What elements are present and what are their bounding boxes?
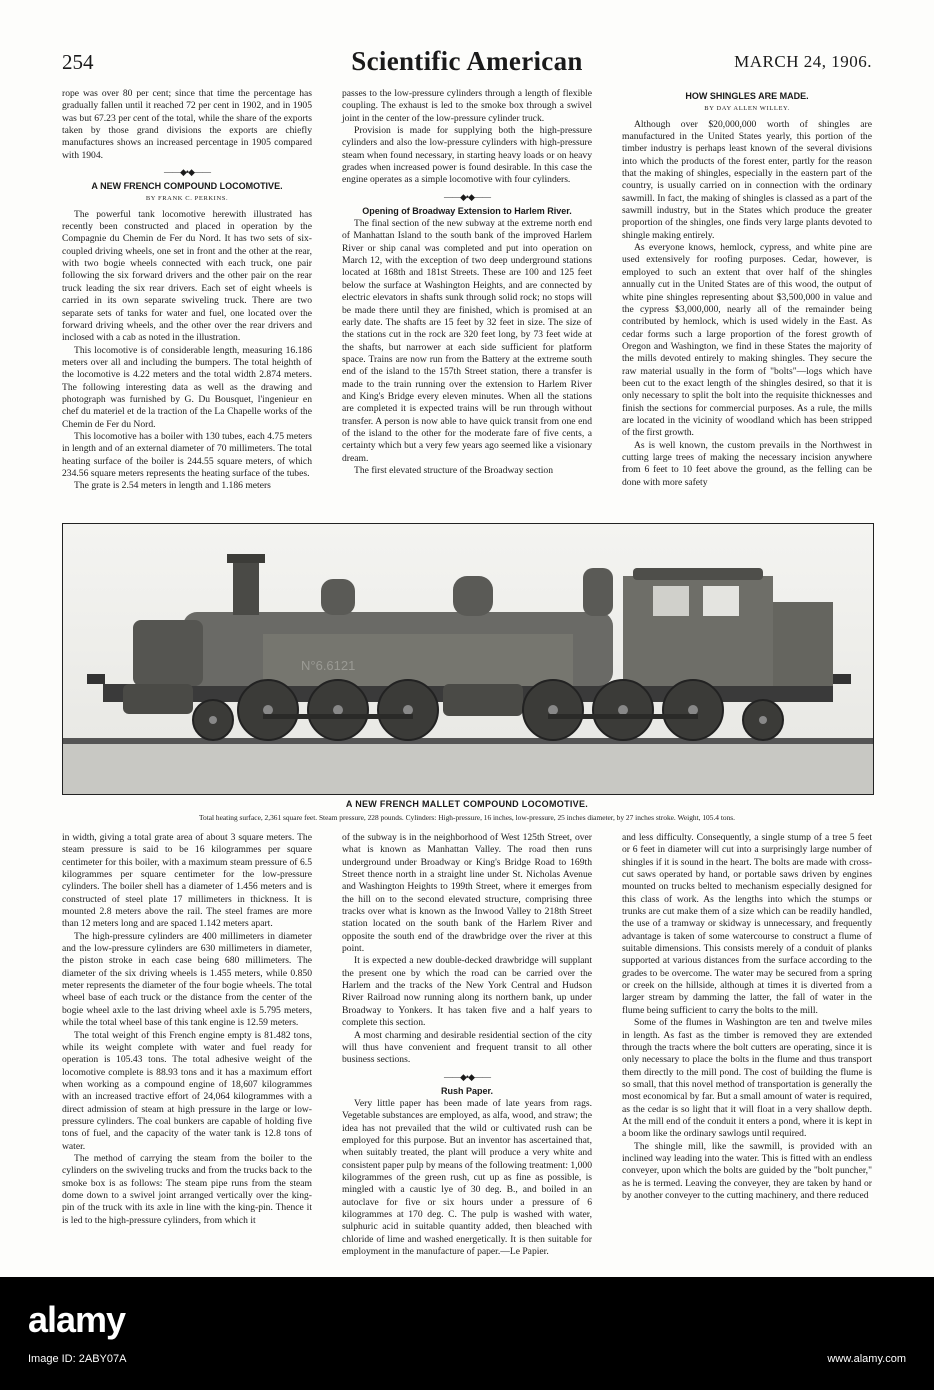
paragraph: The high-pressure cylinders are 400 millimeters in diameter and the low-pressure cylinders are 630 millimeters in diameter, the piston stroke in each case being 680 millimeters. The diameter of the six driving wheels is 1.455 meters, while 0.850 meter represents the diameter of the four bogie wheels. The total wheel base of each truck or the distance from the center of the bogie wheel axle to the last driving wheel axle is 5.795 meters, while the total wheel base of this tank engine is 12.59 meters. (62, 930, 312, 1029)
paragraph: As is well known, the custom prevails in the Northwest in cutting large trees of making the necessary incision anywhere from 6 feet to 10 feet above the ground, as the felling can be done with more safety (622, 439, 872, 488)
paragraph: rope was over 80 per cent; since that time the percentage has gradually fallen until it reached 72 per cent in 1902, and in 1905 was but 67.23 per cent of the total, while the share of the exports taken by those grand divisions the exports are chiefly manufactures shows an increased percentage in 1905 compared with 1904. (62, 88, 312, 161)
locomotive-illustration (63, 524, 873, 794)
paragraph: A most charming and desirable residential section of the city will thus have convenient and frequent transit to all other business sections. (342, 1029, 592, 1066)
column-3-bottom (622, 832, 872, 1202)
paragraph: The total weight of this French engine empty is 81.482 tons, while its weight complete with water and fuel ready for operation is 105.43 tons. The total adhesive weight of the locomotive complete is 88.93 tons and it has a maximum effort when working as a compound engine of 18,607 kilogrammes with an increased tractive effort of 24,064 kilogrammes with a direct admission of steam at high pressure in the large or low-pressure cylinders. The coal bunkers are capable of holding five tons of fuel, and the capacity of the water tank is 12.8 tons of water. (62, 1029, 312, 1152)
locomotive-photograph (62, 523, 874, 795)
ornament-divider: ——◆•◆—— (444, 191, 490, 202)
article-heading: A NEW FRENCH COMPOUND LOCOMOTIVE. (91, 181, 283, 192)
paragraph: The shingle mill, like the sawmill, is provided with an inclined way leading into the water. This is fitted with an endless conveyer, upon which the bolts are guided by the "bolt puncher," as he is termed. Leaving the conveyer, they are taken by hand or by another conveyer to the cutting machinery, and there reduced (622, 1140, 872, 1201)
paragraph: The first elevated structure of the Broadway section (354, 464, 553, 476)
column-1-bottom (62, 832, 312, 1227)
paragraph: The powerful tank locomotive herewith illustrated has recently been constructed and placed in operation by the Compagnie du Chemin de Fer du Nord. It has two sets of six-coupled driving wheels, one set in front and the other at the rear, with two bogie wheels connected with each truck, one pair following the six forward drivers and the other pair on the rear truck leading the six rear drivers. Each set of eight wheels is carried in its own separate swiveling truck. There are two separate sets of tanks for water and fuel, one located over the forward driving wheels, and the other over the rear drivers and inclosed with a cab as noted in the illustration. (62, 208, 312, 344)
paragraph: The method of carrying the steam from the boiler to the cylinders on the swiveling trucks and from the trucks back to the smoke box is as follows: The steam pipe runs from the steam dome down to a swivel joint arranged vertically over the king-pin of the truck with its axle in line with the king-pin. Thence it is led to the high-pressure cylinders, from which it (62, 1152, 312, 1226)
column-1-top (62, 88, 312, 493)
ornament-divider: ——◆•◆—— (444, 1071, 490, 1082)
column-2-top (342, 88, 592, 477)
paragraph: This locomotive has a boiler with 130 tubes, each 4.75 meters in length and of an external diameter of 70 millimeters. The total heating surface of the boiler is 244.55 square meters, of which 234.56 square meters represents the heating surface of the tubes. (62, 430, 312, 479)
image-id-label: Image ID: 2ABY07A (28, 1353, 127, 1365)
paragraph: and less difficulty. Consequently, a single stump of a tree 5 feet or 6 feet in diameter will cut into a surprisingly large number of shingles if it is sound in the heart. The bolts are made with cross-cut saws operated by hand, or portable saws driven by engines mounted on trucks belted to mechanism especially designed for this class of work. As the lengths into which the stumps or trunks are cut make them of a size which can be readily handled, the use of a tramway or skidway is unnecessary, and frequently advantage is taken of some watercourse to construct a flume of suitable dimensions. This consists merely of a conduit of planks supported at various distances from the surface according to the grades to be overcome. The water may be secured from a spring or creek on the hillside, although at times it is diverted from a larger stream by damming the latter, the fall of water in the flume being sufficient to carry the bolts to the mill. (622, 832, 872, 1016)
paragraph: It is expected a new double-decked drawbridge will supplant the present one by which the road can be carried over the Harlem and the tracks of the New York Central and Hudson River Railroad now running along its northern bank, up under Broadway to Yonkers. It has taken five and a half years to complete this section. (342, 955, 592, 1029)
column-3-top (622, 88, 872, 489)
paragraph: As everyone knows, hemlock, cypress, and white pine are used extensively for roofing purposes. Cedar, however, is employed to such an extent that over half of the shingles annually cut in the United States are of this wood, the output of white pine shingles representing about $3,500,000 in value and the cypress $3,000,000, nearly all of the remainder being contributed by hemlock, which is used widely in the East. As cedar forms such a large proportion of the forest growth of Oregon and Washington, we find in these States the majority of the mills devoted entirely to making shingles. They secure the raw material usually in the form of "bolts"—logs which have been cut to the exact length of the shingles desired, so that it is only necessary to split the bolt into the requisite thicknesses and finish the sections for commercial purposes. As a rule, the mills are located in the vicinity of woodland which has been stripped of the first growth. (622, 242, 872, 439)
paragraph: The final section of the new subway at the extreme north end of Manhattan Island to the south bank of the improved Harlem River or ship canal was completed and put into operation on March 12, with the exception of two deep underground stations located at 168th and 181st Streets. These are 100 and 125 feet below the surface at Washington Heights, and are connected by electric elevators in shafts sunk through solid rock; no stops will be made there until they are finished, which is promised at an early date. The shafts are 15 feet by 32 feet in size. The size of the stations cut in the rock are 320 feet long, by 73 feet wide at the shafts, but narrower at each side sufficient for platform space. Trains are now run from the Battery at the extreme south end of the island to the 157th Street station, there a transfer is made to the train running over the extension to Harlem River and King's Bridge every eleven minutes. When all the stations are completed it is expected trains will be run through without transfer. A person is now able to have quick transit from one end of the island to the other for the moderate fare of five cents, a certainty which but a very few years ago seemed like a visionary dream. (342, 218, 592, 464)
site-url-label: www.alamy.com (827, 1353, 906, 1365)
figure-title: A NEW FRENCH MALLET COMPOUND LOCOMOTIVE. (345, 799, 589, 809)
paragraph: Although over $20,000,000 worth of shingles are manufactured in the United States yearly, this portion of the timber industry is perhaps least known of the several divisions into which the products of the forest enter, partly for the reason that the making of shingles, especially in the eastern part of the country, is usually carried on in connection with the ordinary sawmill. In fact, the making of shingles is classed as a part of the sawmill industry, but in the States which produce the greater proportion of the shingles, one finds very large plants devoted to shingle making entirely. (622, 118, 872, 241)
issue-date: MARCH 24, 1906. (734, 52, 872, 71)
paragraph: in width, giving a total grate area of about 3 square meters. The steam pressure is said to be 16 kilogrammes per square centimeter for this boiler, with a maximum steam pressure of 6.5 kilogrammes per square centimeter for the low-pressure cylinders. The boiler shell has a diameter of 1.456 meters and is constructed of steel plate 17 millimeters in thickness. It is mounted 2.8 meters above the rail. The steel frames are more than 12 meters long and are spaced 1.142 meters apart. (62, 832, 312, 930)
paragraph: Provision is made for supplying both the high-pressure cylinders and also the low-pressure cylinders with high-pressure steam when found necessary, in starting heavy loads or on heavy grades when increased power is found desirable. In this case the engine operates as a simple locomotive with four cylinders. (342, 125, 592, 186)
column-2-bottom (342, 832, 592, 1258)
alamy-logo: alamy (28, 1299, 126, 1340)
article-byline: BY FRANK C. PERKINS. (145, 195, 229, 203)
watermark-banner (0, 1277, 934, 1390)
masthead: Scientific American (351, 46, 583, 76)
paragraph: This locomotive is of considerable length, measuring 16.186 meters over all and including the bumpers. The total heighth of the locomotive is 4.22 meters and the total width 2.874 meters. The following interesting data as well as the drawing and photograph was furnished by G. Du Bousquet, l'ingenieur en chef du materiel et de la traction of the La Chapelle works of the Chemin de Fer du Nord. (62, 344, 312, 430)
paragraph: Some of the flumes in Washington are ten and twelve miles in length. As fast as the timber is removed they are extended through the tracts where the bolt cutters are operating, since it is only necessary to place the bolts in the flume and thus transport them directly to the mill pond. The cost of building the flume is so small, that this novel method of transportation is generally the most economical by far. But a small amount of water is required, as the cedar is so light that it will float in a very shallow depth. At the mill end of the conduit it enters a pond, where it is kept in a boom like the ordinary sawlogs until required. (622, 1017, 872, 1140)
page-header (62, 48, 872, 78)
page-number: 254 (62, 50, 94, 74)
number-plate-text: N°6.6121 (301, 658, 356, 673)
article-heading: Rush Paper. (440, 1085, 494, 1096)
paragraph: The grate is 2.54 meters in length and 1.186 meters (74, 480, 271, 492)
article-byline: BY DAY ALLEN WILLEY. (704, 105, 790, 113)
paragraph: Very little paper has been made of late years from rags. Vegetable substances are employed, as alfa, wood, and straw; the idea has not prevailed that the wild or cultivated rush can be employed for this purpose. But an inventor has ascertained that, when suitably treated, the plant will produce a very white and consistent paper pulp by means of the following treatment: 1,000 kilogrammes of the green rush, cut up as fine as possible, is mingled with a caustic lye of 30 deg. B., and boiled in an autoclave for five or six hours under a pressure of 6 kilogrammes at 170 deg. C. The pulp is washed with water, sulphuric acid in suitable quantity added, then bleached with chloride of lime and washed energetically. It is then suitable for employment in the manufacture of paper.—Le Papier. (342, 1097, 592, 1257)
article-heading: HOW SHINGLES ARE MADE. (685, 91, 809, 101)
figure-caption: Total heating surface, 2,361 square feet. Steam pressure, 228 pounds. Cylinders: High-pressure, 16 inches, low-pressure, 25 inches diameter, by 27 inches stroke. Weight, 105.4 tons. (199, 813, 735, 822)
ornament-divider: ——◆•◆—— (164, 167, 210, 178)
paragraph: of the subway is in the neighborhood of West 125th Street, over what is known as Manhattan Valley. The road then runs underground under Broadway or King's Bridge Road to 169th Street thence north in a straight line under St. Nicholas Avenue and Washington Heights to 199th Street, where it emerges from the hill on to the second elevated structure, comprising three tracks over what is known as the Inwood Valley to 218th Street station located on the south bank of the Harlem River and opposite the south end of the drawbridge over the river at this point. (342, 832, 592, 955)
paragraph: passes to the low-pressure cylinders through a length of flexible coupling. The exhaust is led to the smoke box through a swivel joint in the center of the low-pressure cylinder truck. (342, 88, 592, 124)
article-heading: Opening of Broadway Extension to Harlem River. (362, 205, 572, 216)
